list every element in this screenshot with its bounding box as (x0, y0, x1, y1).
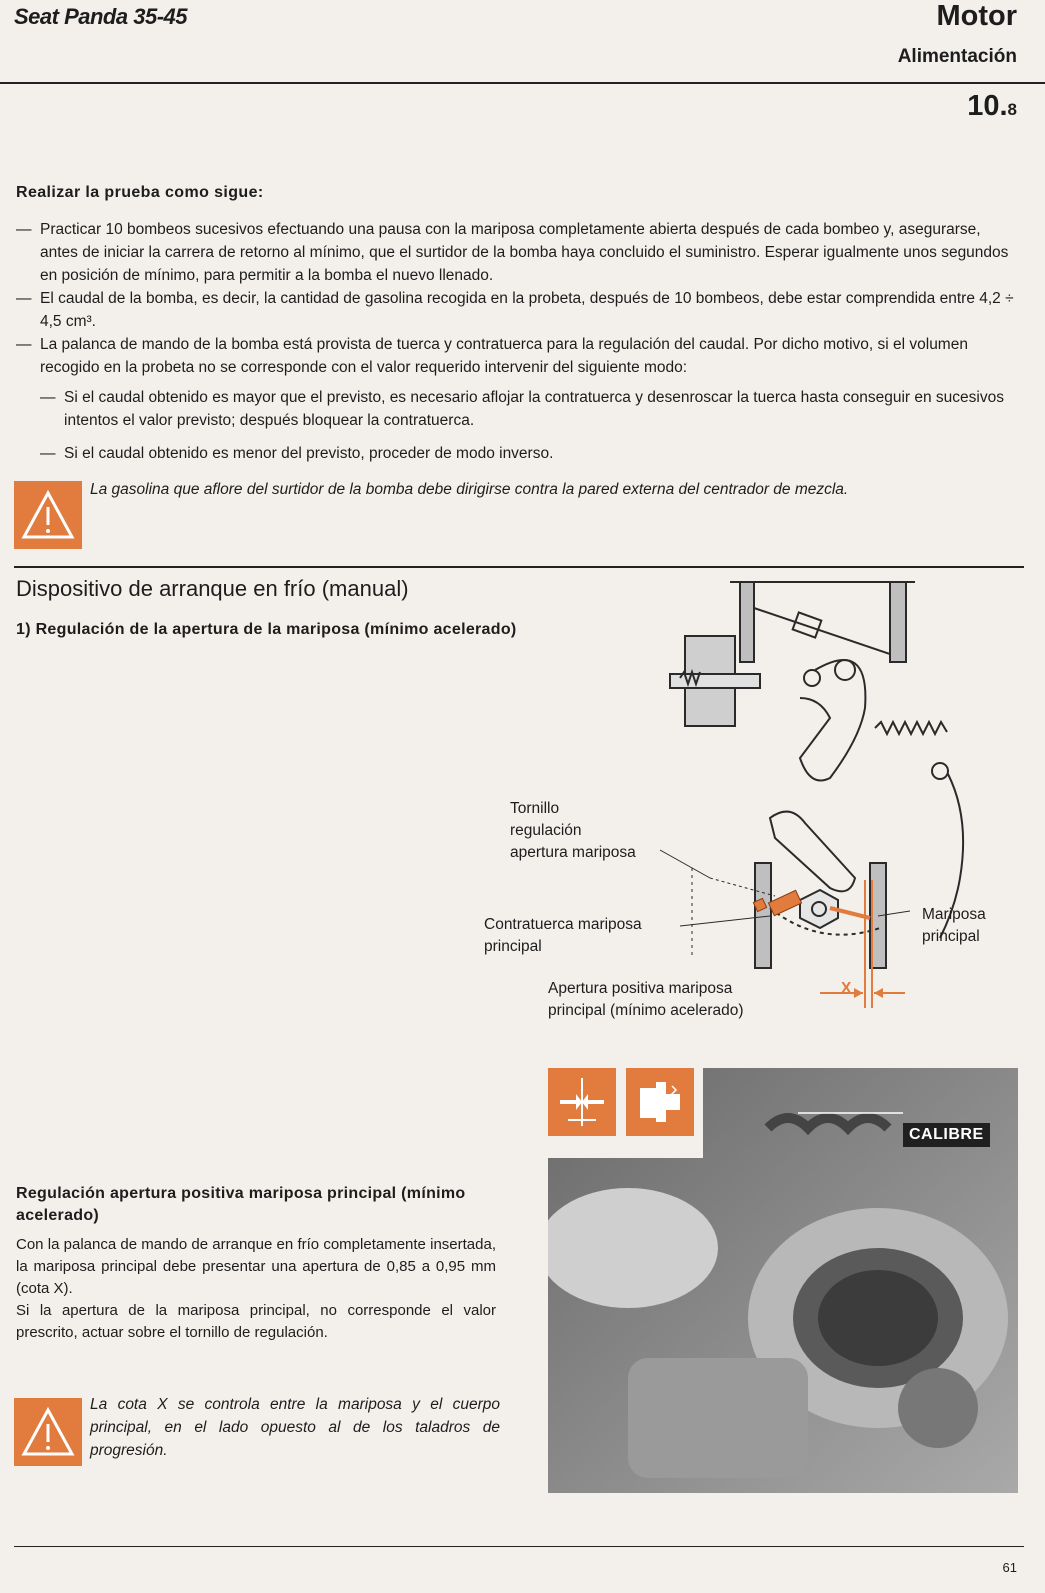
list-item: — Practicar 10 bombeos sucesivos efectuando una pausa con la mariposa completamente abierta después de cada bombeo y, asegurarse, antes de iniciar la carrera de retorno al mínimo, que el surtidor de la bomba haya concluido el suministro. Esperar igualmente unos segundos en posición de mínimo, para permitir a la bomba el nuevo llenado. (16, 218, 1016, 287)
chapter-title: Motor (936, 0, 1017, 32)
subchapter-title: Alimentación (897, 46, 1017, 67)
header-rule (0, 82, 1045, 84)
test-substeps (40, 386, 1020, 475)
cold-start-subtitle: 1) Regulación de la apertura de la mariposa (mínimo acelerado) (16, 621, 517, 638)
page-number: 61 (1002, 1560, 1017, 1575)
test-intro: Realizar la prueba como sigue: (16, 184, 264, 201)
section-rule (14, 566, 1024, 568)
fuel-warning: La gasolina que aflore del surtidor de la bomba debe dirigirse contra la pared externa del centrador de mezcla. (90, 481, 849, 498)
list-item: — La palanca de mando de la bomba está provista de tuerca y contratuerca para la regulación del caudal. Por dicho motivo, si el volumen recogido en la probeta no se corresponde con el valor requerido intervenir del siguiente modo: (16, 333, 1016, 379)
label-dim-x: X (841, 980, 852, 997)
label-locknut: Contratuerca mariposa principal (484, 916, 642, 955)
calibre-label: CALIBRE (903, 1123, 990, 1147)
footer-rule (14, 1546, 1024, 1547)
label-opening: Apertura positiva mariposa principal (mínimo acelerado) (548, 980, 744, 1019)
list-item: — El caudal de la bomba, es decir, la cantidad de gasolina recogida en la probeta, después de 10 bombeos, debe estar comprendida entre 4,2 ÷ 4,5 cm³. (16, 287, 1016, 333)
warning-icon (14, 481, 82, 549)
list-item: — Si el caudal obtenido es mayor que el previsto, es necesario aflojar la contratuerca y desenroscar la tuerca hasta conseguir en sucesivos intentos el valor previsto; después bloquear la contratuerca. (40, 386, 1020, 432)
manual-title: Seat Panda 35-45 (14, 4, 187, 29)
gauge-icon (548, 1068, 616, 1136)
regulation-title: Regulación apertura positiva mariposa principal (mínimo acelerado) (16, 1185, 466, 1224)
warning-icon (14, 1398, 82, 1466)
section-number: 10.8 (967, 90, 1017, 122)
cold-start-title: Dispositivo de arranque en frío (manual) (16, 576, 409, 601)
cota-warning: La cota X se controla entre la mariposa y el cuerpo principal, en el lado opuesto al de los taladros de progresión. (90, 1396, 500, 1459)
label-throttle: Mariposa principal (922, 906, 986, 945)
test-steps (16, 218, 1016, 379)
label-screw: Tornillo regulación apertura mariposa (510, 800, 636, 861)
regulation-body: Con la palanca de mando de arranque en frío completamente insertada, la mariposa principal debe presentar una apertura de 0,85 a 0,95 mm (cota X). Si la apertura de la mariposa principal, no corresponde el valor prescrito, actuar sobre el tornillo de regulación. (16, 1236, 496, 1341)
adjust-screw-icon (626, 1068, 694, 1136)
list-item: — Si el caudal obtenido es menor del previsto, proceder de modo inverso. (40, 442, 1020, 465)
